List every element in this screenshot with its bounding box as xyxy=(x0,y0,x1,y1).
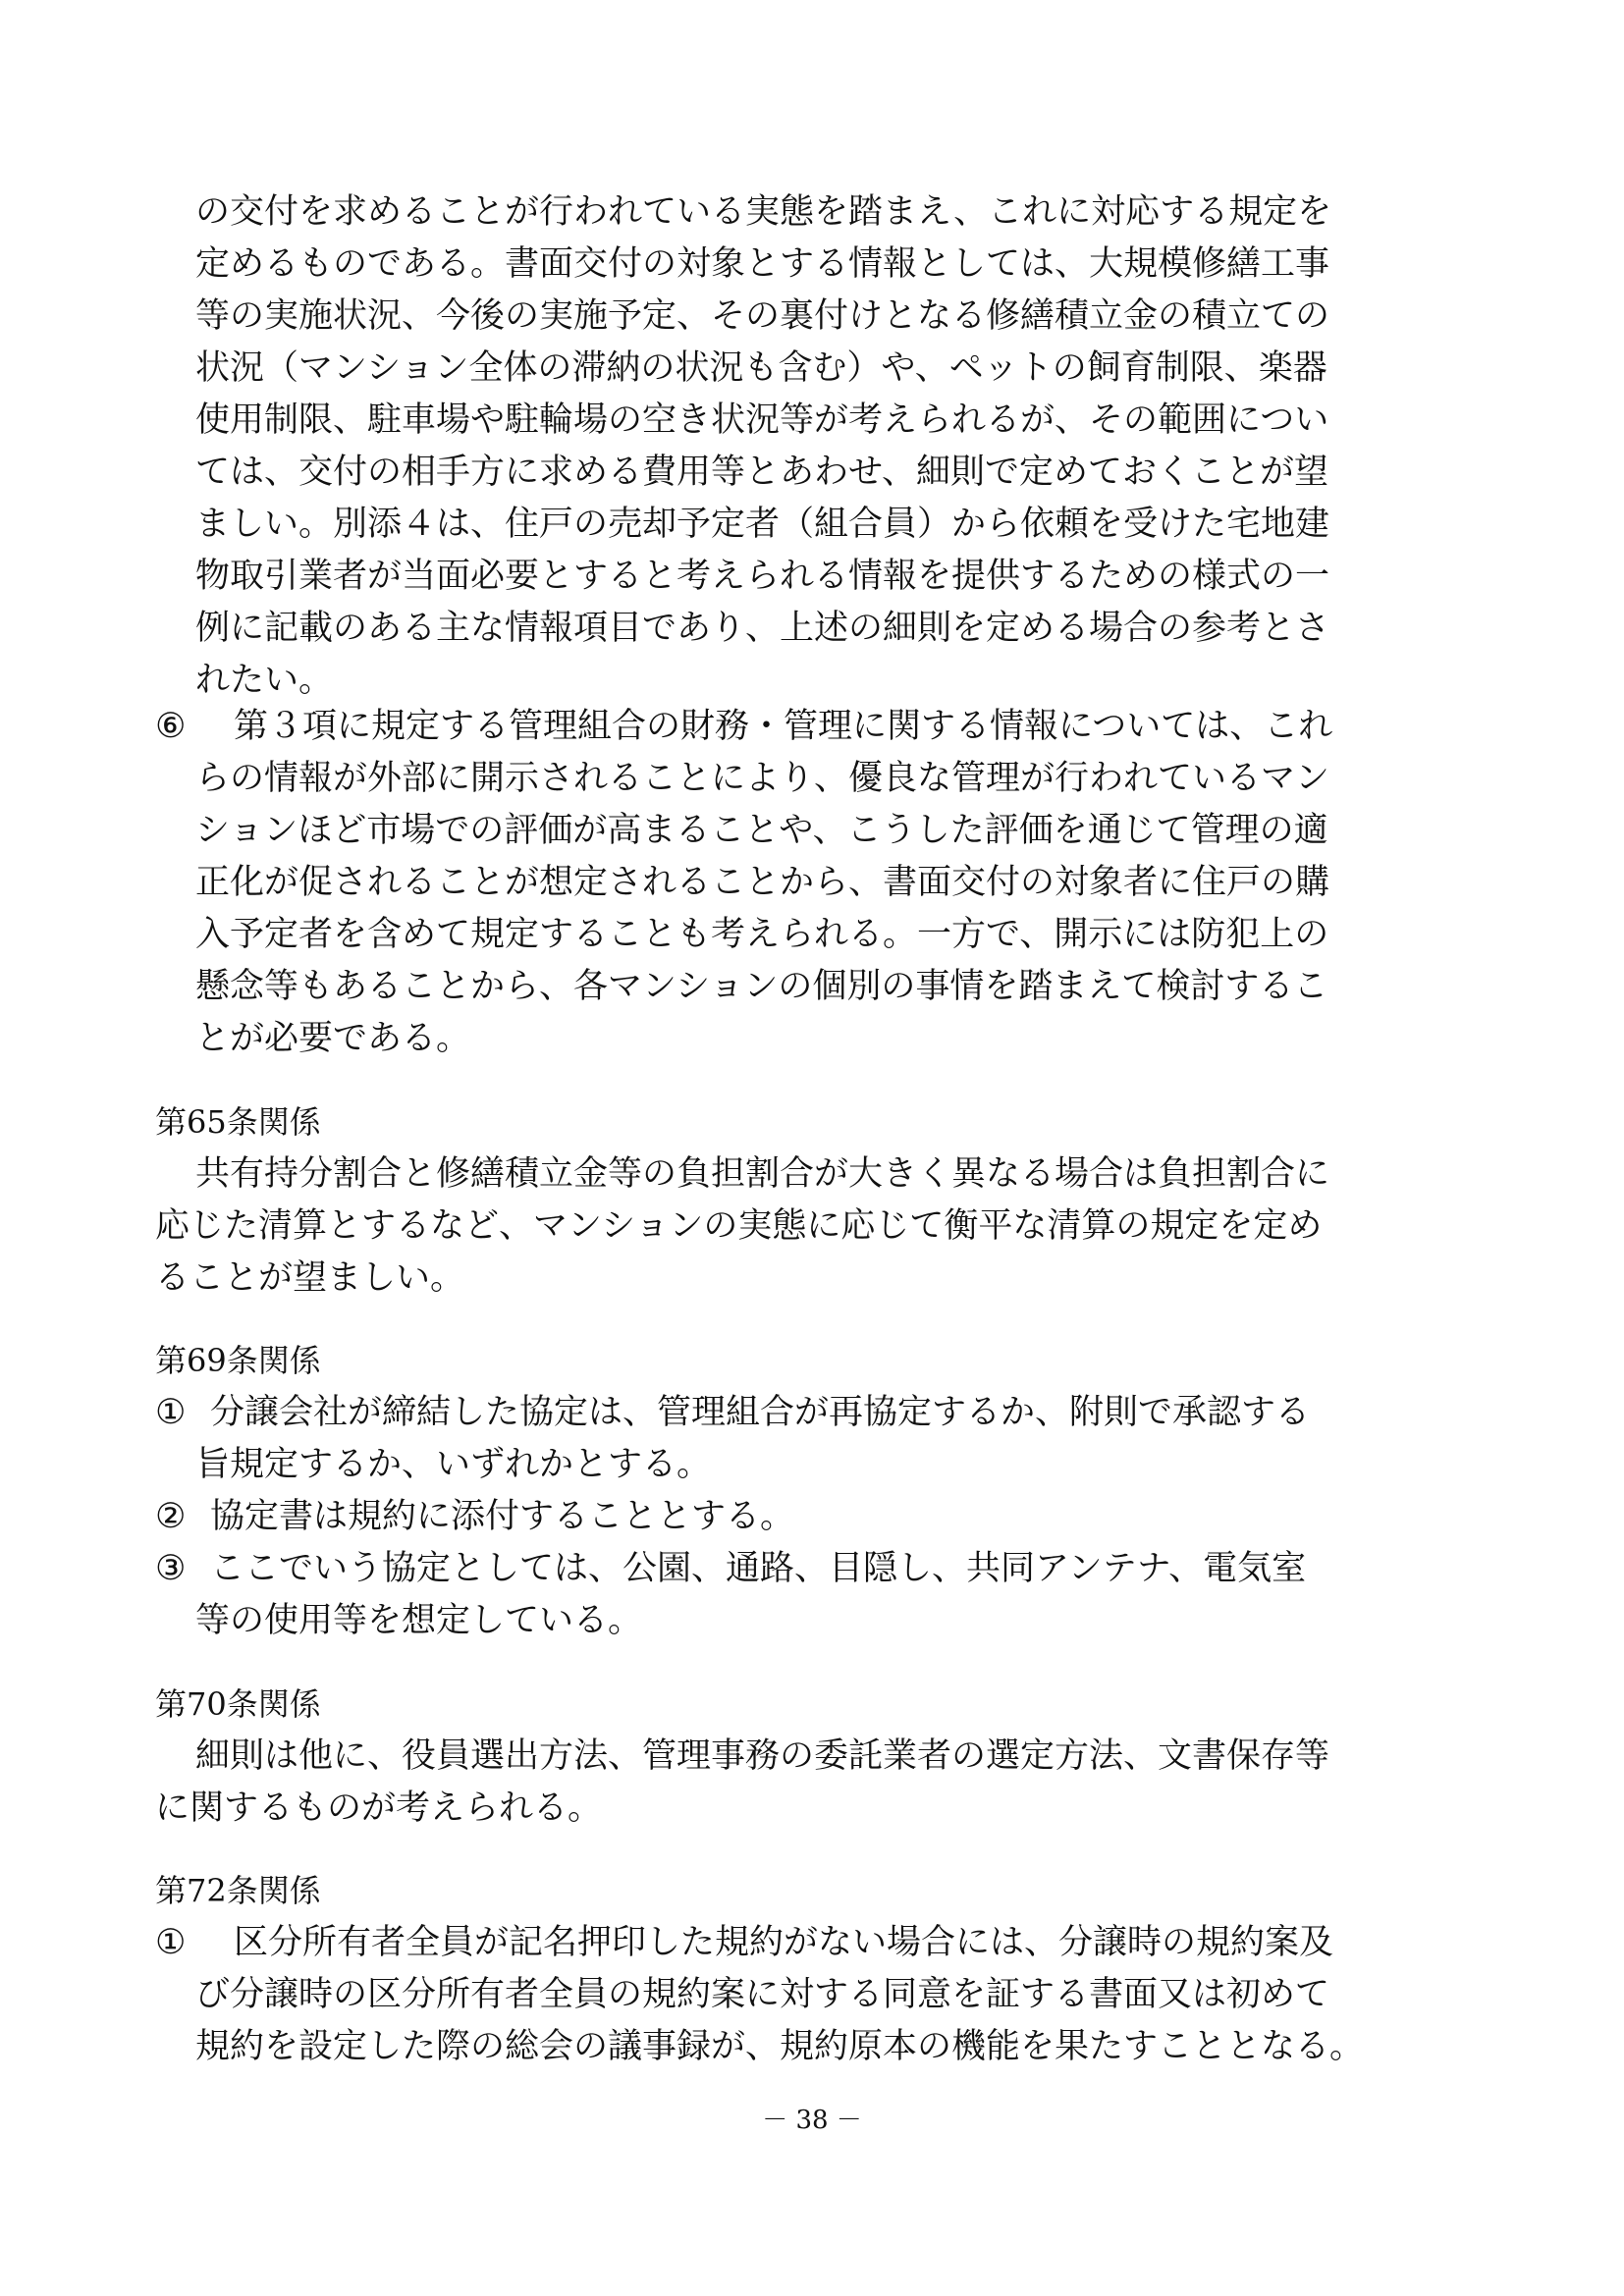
text-line: ここでいう協定としては、公園、通路、目隠し、共同アンテナ、電気室 xyxy=(210,1549,1307,1588)
section-heading: 第72条関係 xyxy=(155,1872,321,1909)
item-marker: ③ xyxy=(155,1549,187,1588)
section-heading: 第70条関係 xyxy=(155,1685,321,1723)
text-line: れたい。 xyxy=(195,661,334,700)
text-line: に関するものが考えられる。 xyxy=(155,1789,603,1828)
text-line: 物取引業者が当面必要とすると考えられる情報を提供するための様式の一 xyxy=(195,557,1330,596)
text-line: 正化が促されることが想定されることから、書面交付の対象者に住戸の購 xyxy=(195,863,1330,902)
item-marker: ② xyxy=(155,1497,187,1536)
text-line: らの情報が外部に開示されることにより、優良な管理が行われているマン xyxy=(195,759,1330,798)
text-line: 規約を設定した際の総会の議事録が、規約原本の機能を果たすこととなる。 xyxy=(195,2027,1365,2066)
text-line: 旨規定するか、いずれかとする。 xyxy=(195,1445,712,1484)
text-line: 入予定者を含めて規定することも考えられる。一方で、開示には防犯上の xyxy=(195,915,1329,954)
text-line: 等の実施状況、今後の実施予定、その裏付けとなる修繕積立金の積立ての xyxy=(195,296,1330,336)
text-line: 協定書は規約に添付することとする。 xyxy=(210,1497,795,1536)
text-line: 第３項に規定する管理組合の財務・管理に関する情報については、これ xyxy=(234,707,1333,746)
text-line: 細則は他に、役員選出方法、管理事務の委託業者の選定方法、文書保存等 xyxy=(195,1736,1330,1776)
text-line: 使用制限、駐車場や駐輪場の空き状況等が考えられるが、その範囲につい xyxy=(195,400,1329,440)
text-line: 懸念等もあることから、各マンションの個別の事情を踏まえて検討するこ xyxy=(195,967,1328,1006)
page-number: － 38 － xyxy=(762,2106,862,2135)
text-line: 定めるものである。書面交付の対象とする情報としては、大規模修繕工事 xyxy=(195,244,1330,284)
text-line: 応じた清算とするなど、マンションの実態に応じて衡平な清算の規定を定め xyxy=(155,1206,1323,1246)
text-line: ションほど市場での評価が高まることや、こうした評価を通じて管理の適 xyxy=(195,811,1328,850)
text-line: 区分所有者全員が記名押印した規約がない場合には、分譲時の規約案及 xyxy=(234,1923,1334,1962)
text-line: 状況（マンション全体の滞納の状況も含む）や、ペットの飼育制限、楽器 xyxy=(195,348,1327,388)
item-marker: ① xyxy=(155,1393,187,1432)
item-marker: ① xyxy=(155,1923,187,1962)
text-line: 共有持分割合と修繕積立金等の負担割合が大きく異なる場合は負担割合に xyxy=(195,1154,1330,1194)
text-line: の交付を求めることが行われている実態を踏まえ、これに対応する規定を xyxy=(195,192,1332,232)
text-line: ることが望ましい。 xyxy=(155,1258,465,1298)
text-line: とが必要である。 xyxy=(195,1019,471,1058)
text-line: 例に記載のある主な情報項目であり、上述の細則を定める場合の参考とさ xyxy=(195,609,1330,648)
text-line: 分譲会社が締結した協定は、管理組合が再協定するか、附則で承認する xyxy=(210,1393,1311,1432)
text-line: び分譲時の区分所有者全員の規約案に対する同意を証する書面又は初めて xyxy=(195,1975,1330,2014)
text-line: 等の使用等を想定している。 xyxy=(195,1601,643,1640)
text-line: ては、交付の相手方に求める費用等とあわせ、細則で定めておくことが望 xyxy=(195,453,1328,492)
text-line: ましい。別添４は、住戸の売却予定者（組合員）から依頼を受けた宅地建 xyxy=(195,505,1330,544)
item-marker: ⑥ xyxy=(155,707,187,746)
section-heading: 第65条関係 xyxy=(155,1103,321,1141)
section-heading: 第69条関係 xyxy=(155,1342,321,1379)
